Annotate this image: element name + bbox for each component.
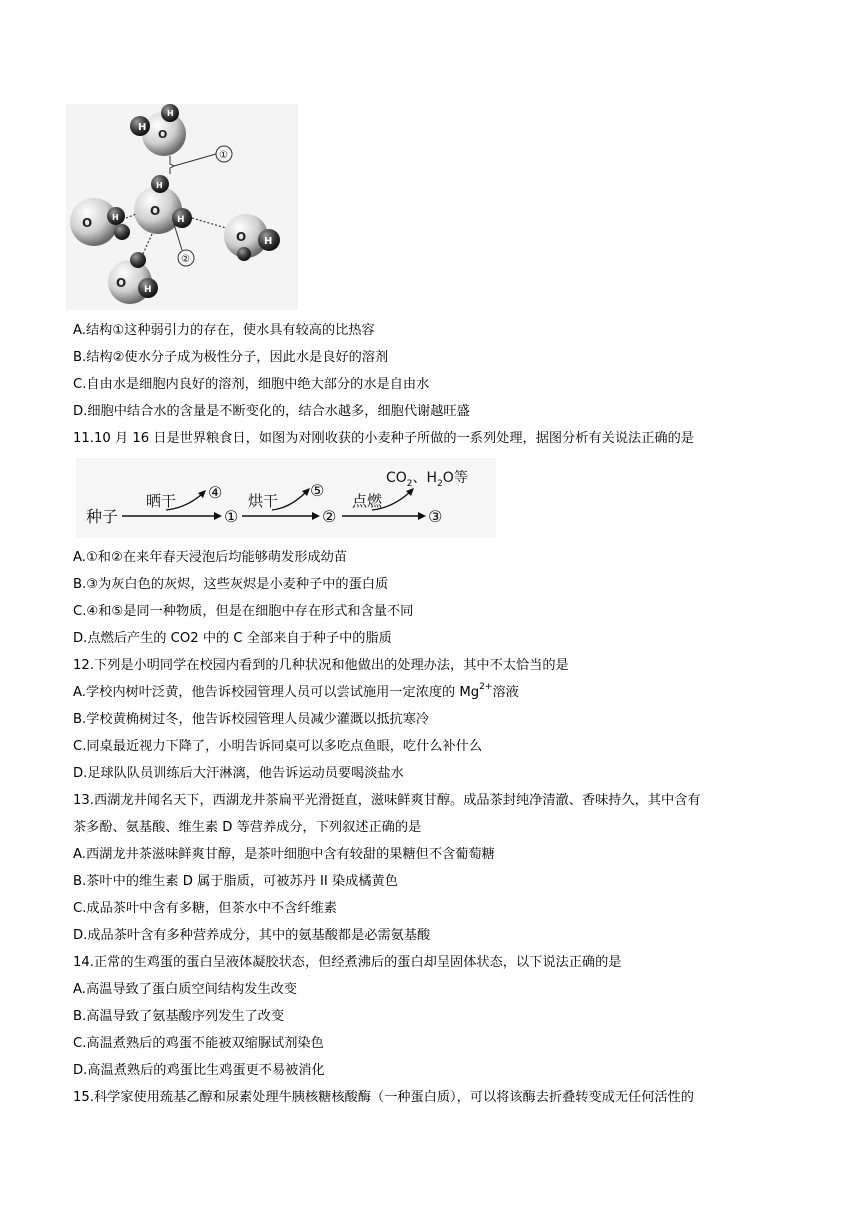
atom-label: H xyxy=(138,122,147,133)
atom-label: H xyxy=(167,109,174,118)
seed-processing-figure xyxy=(76,458,496,538)
q10-option-a: A.结构①这种弱引力的存在，使水具有较高的比热容 xyxy=(73,323,375,338)
atom-label: O xyxy=(82,216,93,230)
step-dry-sun: 晒干 xyxy=(146,492,177,510)
q15-stem: 15.科学家使用巯基乙醇和尿素处理牛胰核糖核酸酶（一种蛋白质），可以将该酶去折叠转变成无任何活性的 xyxy=(73,1090,694,1105)
products-label: $CO_2$、$H_2O$等 xyxy=(386,470,468,489)
q12-option-d: D.足球队队员训练后大汗淋漓，他告诉运动员要喝淡盐水 xyxy=(73,766,404,781)
q13-option-a: A.西湖龙井茶滋味鲜爽甘醇，是茶叶细胞中含有较甜的果糖但不含葡萄糖 xyxy=(73,847,495,862)
circle-1: ① xyxy=(224,507,239,526)
q14-option-b: B.高温导致了氨基酸序列发生了改变 xyxy=(73,1009,285,1024)
circle-2: ② xyxy=(322,507,337,526)
atom-label: H xyxy=(177,215,185,225)
circle-5: ⑤ xyxy=(310,481,325,500)
q11-stem: 11.10 月 16 日是世界粮食日，如图为对刚收获的小麦种子所做的一系列处理，据图分析有关说法正确的是 xyxy=(73,431,694,446)
q12-option-b: B.学校黄桷树过冬，他告诉校园管理人员减少灌溉以抵抗寒冷 xyxy=(73,712,430,727)
label-2: ② xyxy=(181,254,190,265)
q10-option-c: C.自由水是细胞内良好的溶剂，细胞中绝大部分的水是自由水 xyxy=(73,377,430,392)
circle-3: ③ xyxy=(428,507,443,526)
q10-option-b: B.结构②使水分子成为极性分子，因此水是良好的溶剂 xyxy=(73,350,389,365)
atom-label: O xyxy=(236,230,247,244)
q14-stem: 14.正常的生鸡蛋的蛋白呈液体凝胶状态，但经煮沸后的蛋白却呈固体状态，以下说法正确的是 xyxy=(73,955,622,970)
q11-option-c: C.④和⑤是同一种物质，但是在细胞中存在形式和含量不同 xyxy=(73,604,414,619)
q13-option-c: C.成品茶叶中含有多糖，但茶水中不含纤维素 xyxy=(73,901,337,916)
q12-option-a-tail: 溶液 xyxy=(492,685,519,700)
q12-option-c: C.同桌最近视力下降了，小明告诉同桌可以多吃点鱼眼，吃什么补什么 xyxy=(73,739,483,754)
atom-label: H xyxy=(264,236,273,247)
q12-option-a-sup: 2+ xyxy=(479,682,493,692)
q13-option-b: B.茶叶中的维生素 D 属于脂质，可被苏丹 II 染成橘黄色 xyxy=(73,874,398,889)
q12-stem: 12.下列是小明同学在校园内看到的几种状况和他做出的处理办法，其中不太恰当的是 xyxy=(73,658,569,673)
q13-option-d: D.成品茶叶含有多种营养成分，其中的氨基酸都是必需氨基酸 xyxy=(73,928,431,943)
atom-label: H xyxy=(144,285,152,295)
label-1: ① xyxy=(219,150,228,161)
circle-4: ④ xyxy=(208,483,223,502)
q10-option-d: D.细胞中结合水的含量是不断变化的，结合水越多，细胞代谢越旺盛 xyxy=(73,404,470,419)
q11-option-d: D.点燃后产生的 CO2 中的 C 全部来自于种子中的脂质 xyxy=(73,631,392,646)
q14-option-d: D.高温煮熟后的鸡蛋比生鸡蛋更不易被消化 xyxy=(73,1063,325,1078)
water-molecule-figure xyxy=(66,104,298,310)
seed-label: 种子 xyxy=(86,507,119,526)
q14-option-a: A.高温导致了蛋白质空间结构发生改变 xyxy=(73,982,297,997)
q14-option-c: C.高温煮熟后的鸡蛋不能被双缩脲试剂染色 xyxy=(73,1036,324,1051)
q11-option-a: A.①和②在来年春天浸泡后均能够萌发形成幼苗 xyxy=(73,550,347,565)
atom-label: H xyxy=(112,213,119,222)
atom-label: H xyxy=(156,181,163,190)
q12-option-a-text: A.学校内树叶泛黄，他告诉校园管理人员可以尝试施用一定浓度的 Mg xyxy=(73,685,480,700)
step-ignite: 点燃 xyxy=(352,492,383,510)
atom-label: O xyxy=(158,128,168,141)
atom-label: O xyxy=(116,276,127,290)
q12-option-a xyxy=(73,684,519,702)
q13-stem-2: 茶多酚、氨基酸、维生素 D 等营养成分，下列叙述正确的是 xyxy=(73,820,422,835)
atom-label: O xyxy=(150,204,161,218)
step-bake: 烘干 xyxy=(248,492,279,510)
q13-stem-1: 13.西湖龙井闻名天下，西湖龙井茶扁平光滑挺直，滋味鲜爽甘醇。成品茶封纯净清澈、香味持久，其中含有 xyxy=(73,793,701,808)
q11-option-b: B.③为灰白色的灰烬，这些灰烬是小麦种子中的蛋白质 xyxy=(73,577,389,592)
